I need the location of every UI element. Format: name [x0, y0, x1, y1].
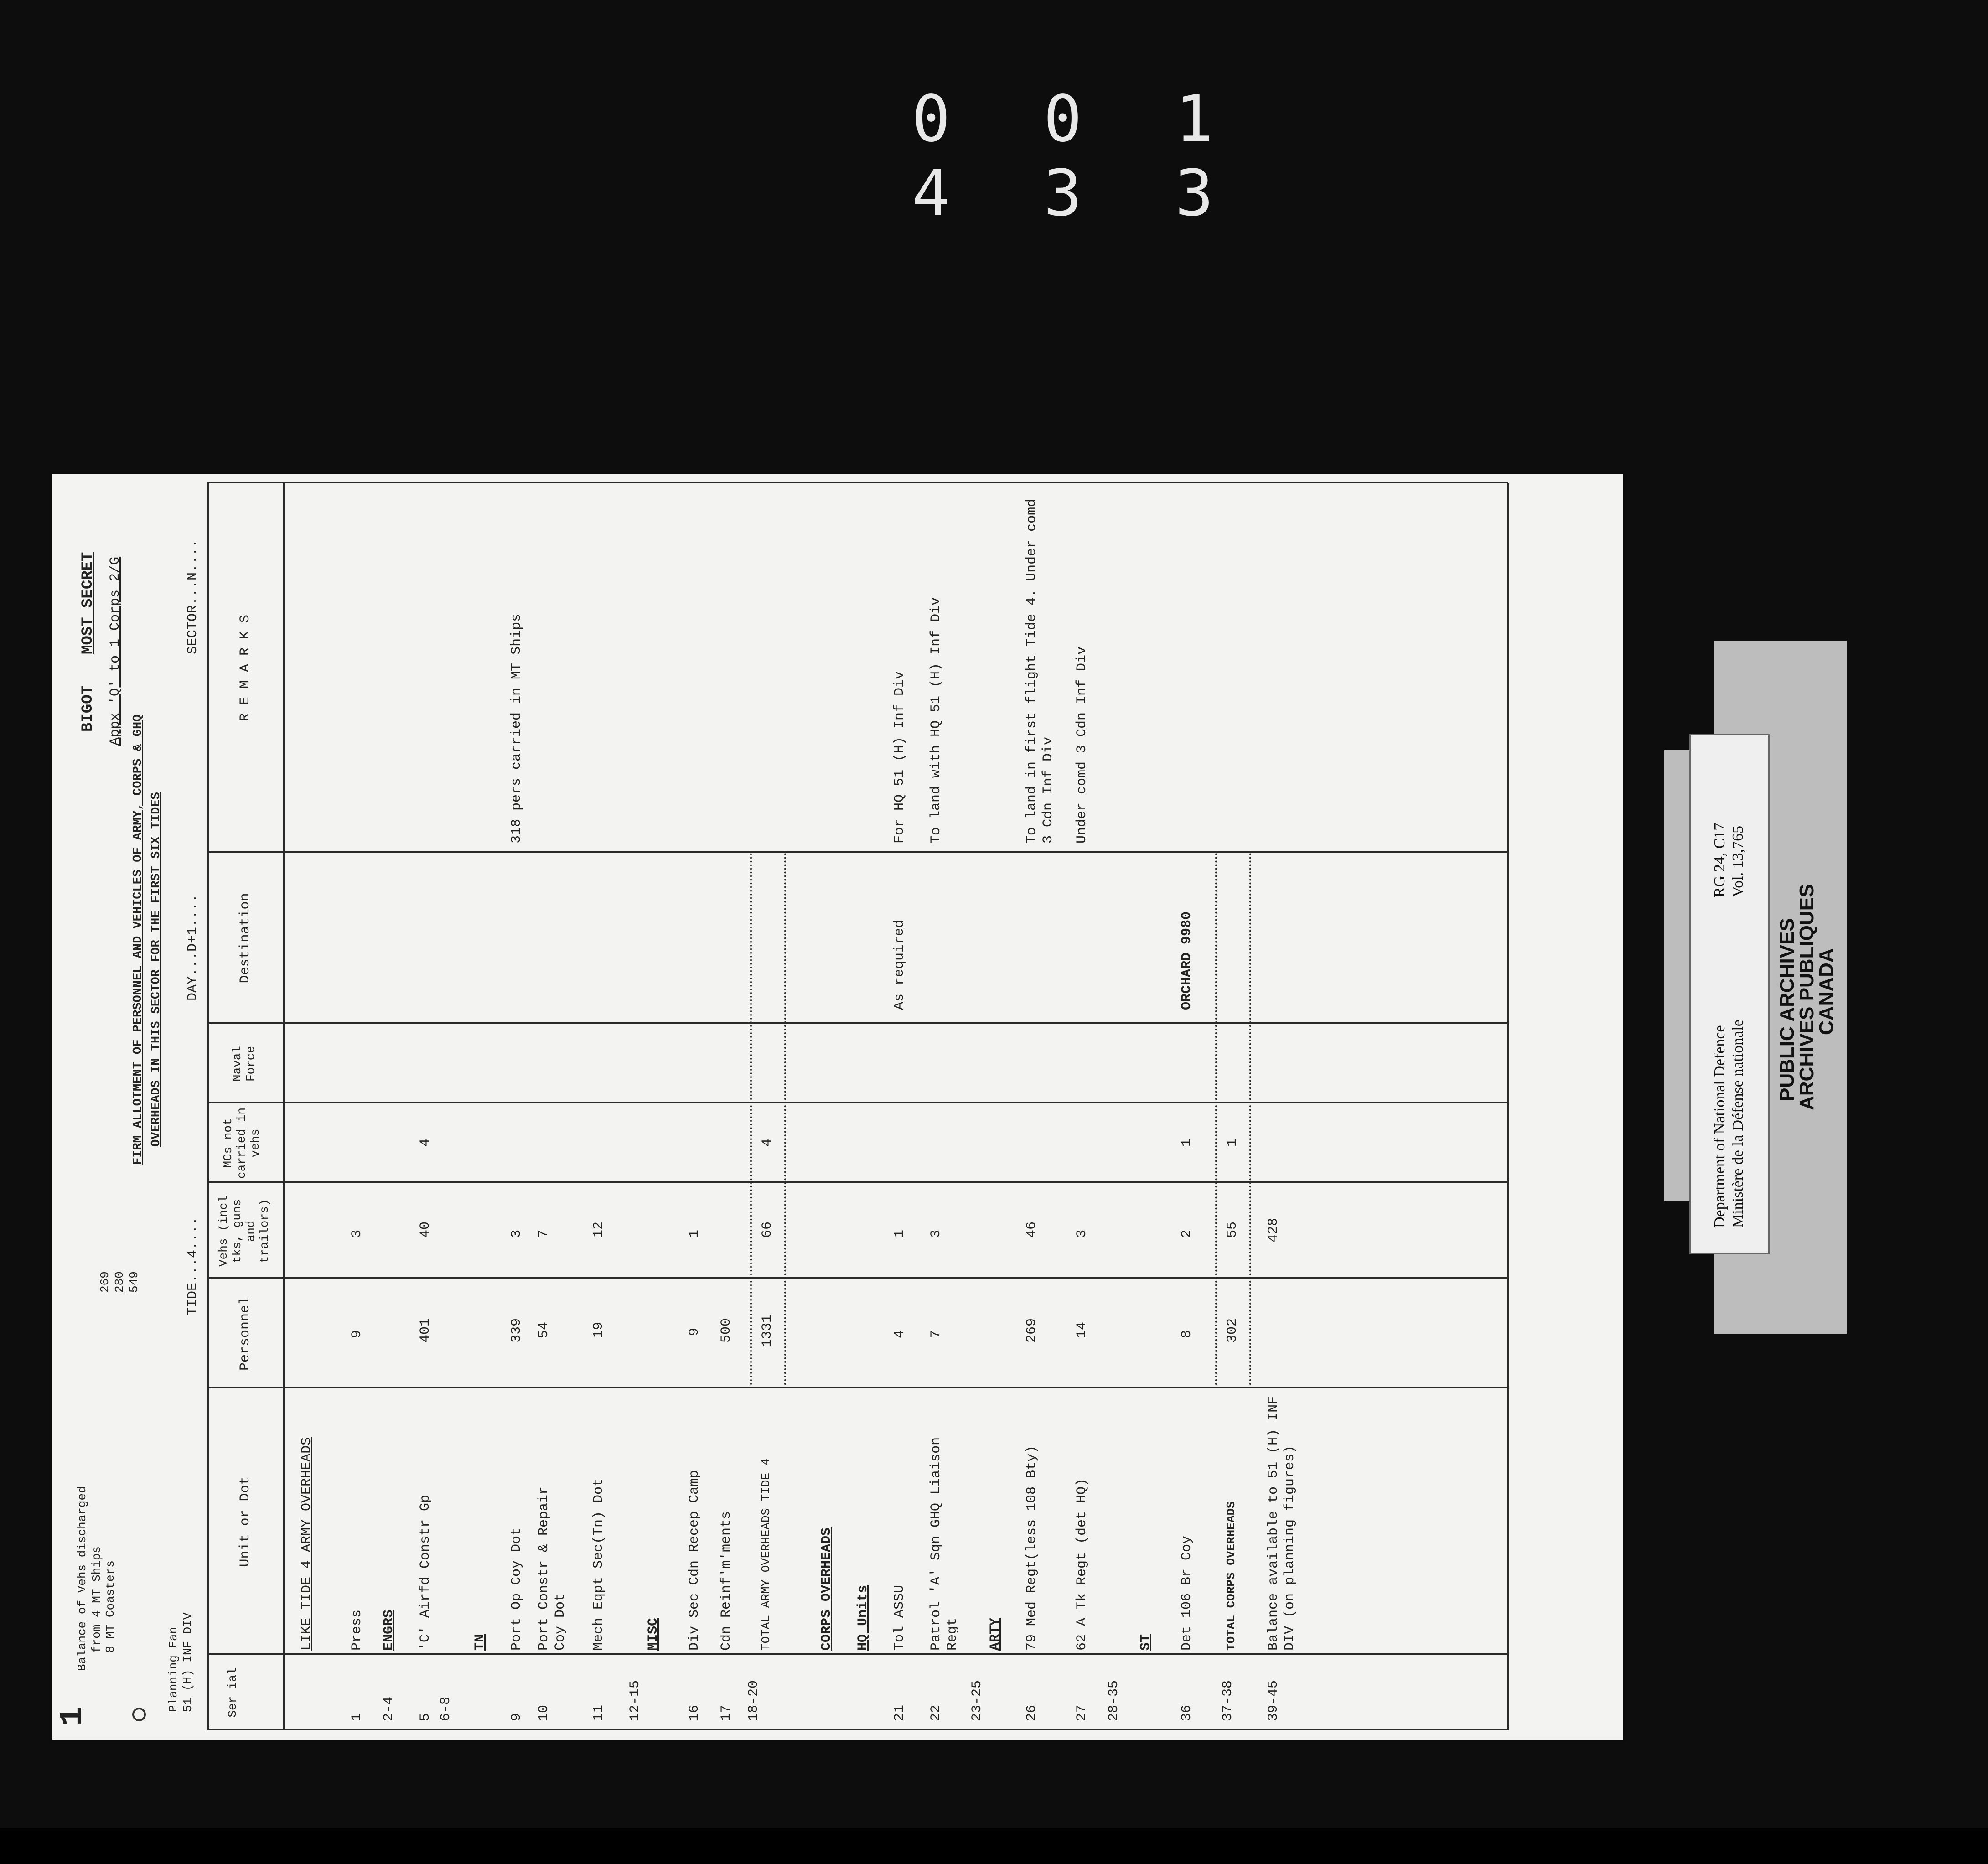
row-serial: 12-15	[627, 1680, 643, 1721]
document-title-2: OVERHEADS IN THIS SECTOR FOR THE FIRST SIX TIDES	[150, 792, 163, 1147]
row-unit: ENGRS	[381, 1609, 397, 1651]
row-personnel: 9	[687, 1327, 702, 1336]
total-corps-sep-2	[1249, 853, 1251, 1388]
ref-rg: RG 24, C17	[1711, 823, 1728, 897]
punch-hole	[132, 1708, 146, 1721]
archives-fr: ARCHIVES PUBLIQUES	[1796, 884, 1818, 1110]
header-bottom-line	[283, 483, 285, 1730]
row-personnel: 302	[1225, 1318, 1240, 1343]
row-serial: 21	[892, 1704, 907, 1721]
row-personnel: 4	[892, 1330, 907, 1338]
row-unit: Mech Eqpt Sec(Tn) Dot	[591, 1478, 606, 1651]
row-vehs: 3	[1074, 1229, 1090, 1238]
col-line-7	[207, 1022, 1508, 1024]
row-unit: Balance available to 51 (H) INF DIV (on planning figures)	[1266, 1396, 1298, 1651]
col-line-9	[207, 482, 1508, 483]
row-mcs: 4	[418, 1138, 433, 1147]
table-bottom-line	[1507, 483, 1509, 1730]
header-destination: Destination	[238, 893, 253, 984]
margin-mark: 1	[55, 1706, 91, 1726]
header-serial: Ser ial	[226, 1667, 239, 1718]
archives-country: CANADA	[1815, 948, 1838, 1035]
dept-fr: Ministère de la Défense nationale	[1729, 1020, 1746, 1228]
row-unit: Tol ASSU	[892, 1584, 907, 1651]
row-unit: TOTAL CORPS OVERHEADS	[1224, 1501, 1238, 1651]
planning-div: 51 (H) INF DIV	[181, 1612, 195, 1712]
row-vehs: 66	[760, 1221, 775, 1238]
row-vehs: 55	[1225, 1221, 1240, 1238]
row-unit: TOTAL ARMY OVERHEADS TIDE 4	[759, 1458, 773, 1651]
row-unit: TN	[472, 1634, 488, 1651]
row-vehs: 2	[1179, 1229, 1195, 1238]
sector-field: SECTOR...N....	[185, 539, 201, 654]
row-serial: 11	[591, 1704, 606, 1721]
row-personnel: 500	[719, 1318, 734, 1343]
row-serial: 36	[1179, 1704, 1195, 1721]
film-bottom-band	[0, 1828, 1988, 1864]
col-line-4	[207, 1277, 1508, 1279]
row-serial: 18-20	[746, 1680, 761, 1721]
row-serial: 6-8	[438, 1696, 454, 1721]
row-unit: HQ Units	[855, 1584, 871, 1651]
row-vehs: 3	[349, 1229, 365, 1238]
row-unit: 79 Med Regt(less 108 Bty)	[1024, 1445, 1040, 1651]
row-unit: LIKE TIDE 4 ARMY OVERHEADS	[299, 1437, 315, 1651]
row-vehs: 428	[1266, 1217, 1281, 1243]
row-serial: 9	[509, 1713, 524, 1721]
row-unit: CORPS OVERHEADS	[819, 1527, 834, 1651]
row-personnel: 401	[418, 1318, 433, 1343]
row-serial: 37-38	[1220, 1680, 1236, 1721]
classification-code: BIGOT	[79, 685, 97, 732]
row-serial: 22	[928, 1704, 944, 1721]
table-top-line	[207, 483, 209, 1730]
row-personnel: 8	[1179, 1330, 1195, 1338]
row-serial: 39-45	[1266, 1680, 1281, 1721]
header-vehs: Vehs (incl tks, guns and trailors)	[217, 1195, 271, 1267]
row-remarks: To land in first flight Tide 4. Under comd 3 Cdn Inf Div	[1024, 498, 1056, 844]
header-unit: Unit or Dot	[238, 1476, 253, 1567]
row-vehs: 12	[591, 1221, 606, 1238]
balance-note-1: Balance of Vehs discharged	[75, 1486, 89, 1671]
header-mcs: MCs not carried in vehs	[221, 1107, 262, 1179]
row-serial: 26	[1024, 1704, 1040, 1721]
row-mcs: 1	[1179, 1138, 1195, 1147]
planning-fan: Planning Fan	[166, 1626, 180, 1712]
row-remarks: 318 pers carried in MT Ships	[509, 613, 524, 844]
row-serial: 5	[418, 1713, 433, 1721]
row-unit: Cdn Reinf'm'ments	[719, 1511, 734, 1651]
row-personnel: 19	[591, 1321, 606, 1338]
col-line-5	[207, 1181, 1508, 1183]
ref-vol: Vol. 13,765	[1729, 825, 1746, 897]
row-serial: 27	[1074, 1704, 1090, 1721]
header-remarks: R E M A R K S	[238, 614, 253, 722]
row-remarks: To land with HQ 51 (H) Inf Div	[928, 597, 944, 844]
col-line-8	[207, 851, 1508, 853]
row-personnel: 7	[928, 1330, 944, 1338]
row-unit: Patrol 'A' Sqn GHQ Liaison Regt	[928, 1437, 960, 1651]
header-personnel: Personnel	[238, 1296, 253, 1371]
total-army-sep-1	[750, 853, 752, 1388]
archive-reference-card	[1689, 734, 1770, 1254]
balance-value-2: 280	[113, 1271, 126, 1293]
row-serial: 1	[349, 1713, 365, 1721]
total-army-sep-2	[784, 853, 786, 1388]
row-unit: ARTY	[988, 1617, 1003, 1651]
row-destination: As required	[892, 919, 907, 1010]
row-serial: 23-25	[969, 1680, 985, 1721]
tide-field: TIDE...4....	[185, 1217, 201, 1315]
row-unit: ST	[1138, 1634, 1154, 1651]
row-personnel: 14	[1074, 1321, 1090, 1338]
row-remarks: Under comd 3 Cdn Inf Div	[1074, 646, 1090, 844]
row-unit: Div Sec Cdn Recep Camp	[687, 1470, 702, 1651]
row-unit: Press	[349, 1609, 365, 1651]
balance-value-1: 269	[98, 1271, 112, 1293]
row-serial: 28-35	[1106, 1680, 1122, 1721]
dept-en: Department of National Defence	[1711, 1025, 1728, 1228]
row-unit: 'C' Airfd Constr Gp	[418, 1494, 433, 1651]
row-serial: 16	[687, 1704, 702, 1721]
total-corps-sep-1	[1215, 853, 1217, 1388]
classification: MOST SECRET	[79, 552, 97, 654]
row-vehs: 1	[687, 1229, 702, 1238]
balance-note-2: from 4 MT Ships	[90, 1546, 104, 1653]
header-naval: Naval Force	[230, 1046, 258, 1082]
balance-note-3: 8 MT Coasters	[104, 1560, 117, 1653]
row-vehs: 3	[928, 1229, 944, 1238]
col-line-6	[207, 1102, 1508, 1103]
balance-value-3: 549	[127, 1271, 141, 1293]
row-vehs: 40	[418, 1221, 433, 1238]
row-unit: Port Constr & Repair Coy Dot	[536, 1486, 568, 1651]
row-personnel: 269	[1024, 1318, 1040, 1343]
row-personnel: 1331	[760, 1314, 775, 1347]
row-unit: Port Op Coy Dot	[509, 1527, 524, 1651]
row-remarks: For HQ 51 (H) Inf Div	[892, 671, 907, 844]
document-sheet-container	[52, 474, 1623, 1740]
col-line-3	[207, 1387, 1508, 1388]
col-line-2	[207, 1653, 1508, 1655]
row-unit: Det 106 Br Coy	[1179, 1535, 1195, 1651]
row-personnel: 54	[536, 1321, 552, 1338]
document-title-1: FIRM ALLOTMENT OF PERSONNEL AND VEHICLES OF ARMY, CORPS & GHQ	[131, 714, 145, 1165]
row-vehs: 3	[509, 1229, 524, 1238]
row-vehs: 46	[1024, 1221, 1040, 1238]
archives-en: PUBLIC ARCHIVES	[1776, 918, 1798, 1101]
row-destination: ORCHARD 9980	[1179, 911, 1195, 1010]
row-mcs: 1	[1225, 1138, 1240, 1147]
row-serial: 17	[719, 1704, 734, 1721]
day-field: DAY...D+1....	[185, 894, 201, 1001]
row-unit: MISC	[646, 1617, 661, 1651]
row-vehs: 1	[892, 1229, 907, 1238]
appendix-ref: Appx 'Q' to 1 Corps 2/G	[108, 556, 123, 746]
row-personnel: 9	[349, 1330, 365, 1338]
row-mcs: 4	[760, 1138, 775, 1147]
row-serial: 2-4	[381, 1696, 397, 1721]
row-personnel: 339	[509, 1318, 524, 1343]
frame-number: 0 0 1 4 3 3	[912, 82, 1241, 231]
col-line-1	[207, 1729, 1508, 1730]
row-vehs: 7	[536, 1229, 552, 1238]
row-unit: 62 A Tk Regt (det HQ)	[1074, 1478, 1090, 1651]
row-serial: 10	[536, 1704, 552, 1721]
document-sheet	[52, 474, 1623, 1740]
